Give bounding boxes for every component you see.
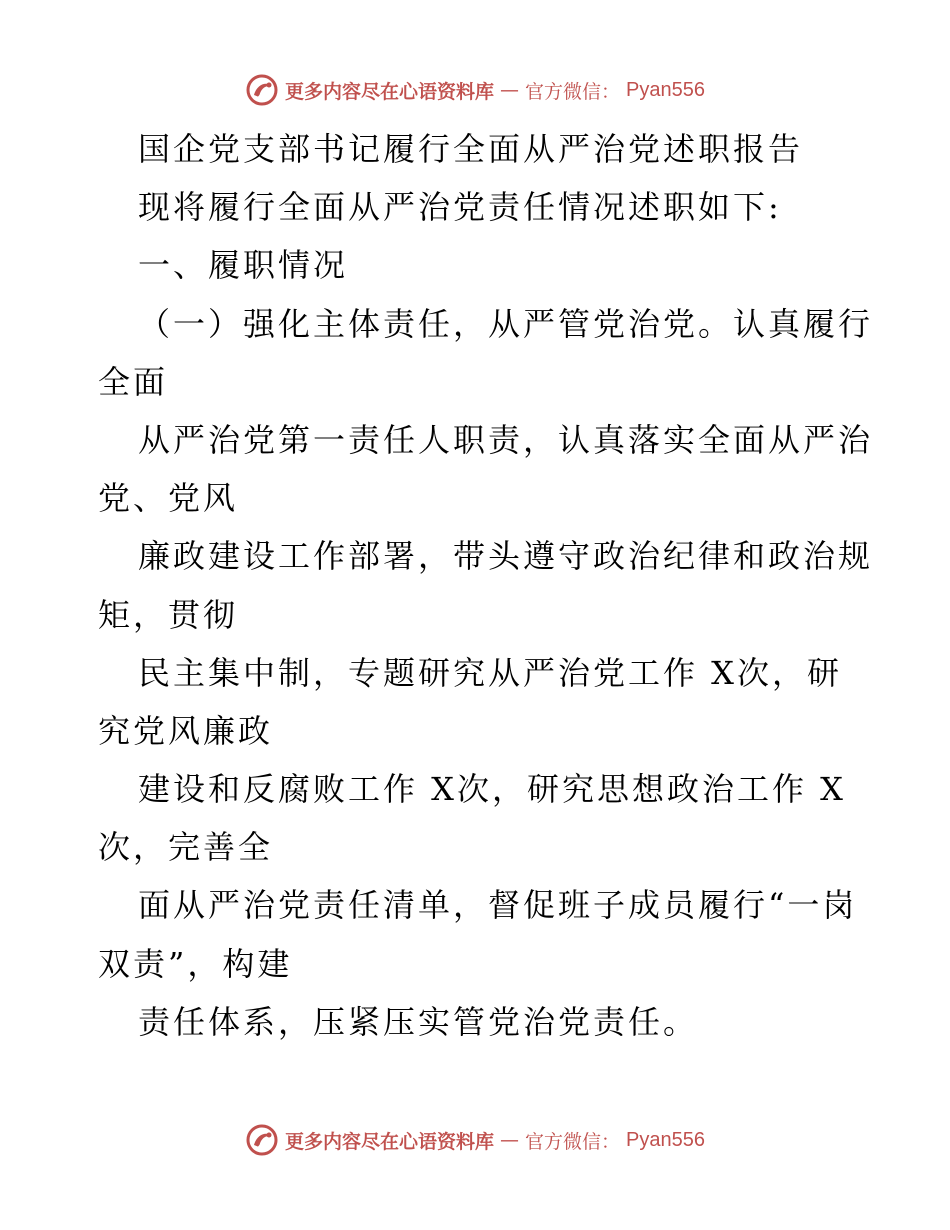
document-line: 究党风廉政 [98,711,274,750]
document-line: 现将履行全面从严治党责任情况述职如下: [138,188,782,227]
red-swirl-logo-icon [245,73,279,107]
document-line: 国企党支部书记履行全面从严治党述职报告 [138,130,804,168]
red-swirl-logo-icon [245,1123,279,1157]
document-line: 面从严治党责任清单，督促班子成员履行“一岗 [138,886,858,925]
document-line: 廉政建设工作部署，带头遵守政治纪律和政治规 [138,537,874,576]
banner-wechat-id: Pyan556 [626,1128,705,1151]
footer-banner [0,1118,950,1162]
banner-text: 更多内容尽在心语资料库 [285,1130,495,1153]
document-line: 党、党风 [98,479,239,518]
document-line: 次，完善全 [98,828,274,867]
banner-wechat-id: Pyan556 [626,78,705,101]
document-line: 双责”，构建 [98,944,293,983]
document-line: 矩，贯彻 [98,595,239,634]
document-line: 一、履职情况 [138,246,349,285]
document-line: 从严治党第一责任人职责，认真落实全面从严治 [138,420,874,459]
banner-separator: — [500,79,520,101]
banner-text: 更多内容尽在心语资料库 [285,80,495,103]
header-banner [0,68,950,112]
banner-wechat-label: 官方微信： [525,80,621,103]
document-line: 民主集中制，专题研究从严治党工作 X次，研 [138,653,842,692]
document-body [98,120,874,1051]
document-line: 责任体系，压紧压实管党治党责任。 [138,1002,699,1041]
document-line: 全面 [98,362,169,401]
document-line: （一）强化主体责任，从严管党治党。认真履行 [138,304,874,343]
banner-separator: — [500,1129,520,1151]
document-line: 建设和反腐败工作 X次，研究思想政治工作 X [138,770,846,809]
banner-wechat-label: 官方微信： [525,1130,621,1153]
